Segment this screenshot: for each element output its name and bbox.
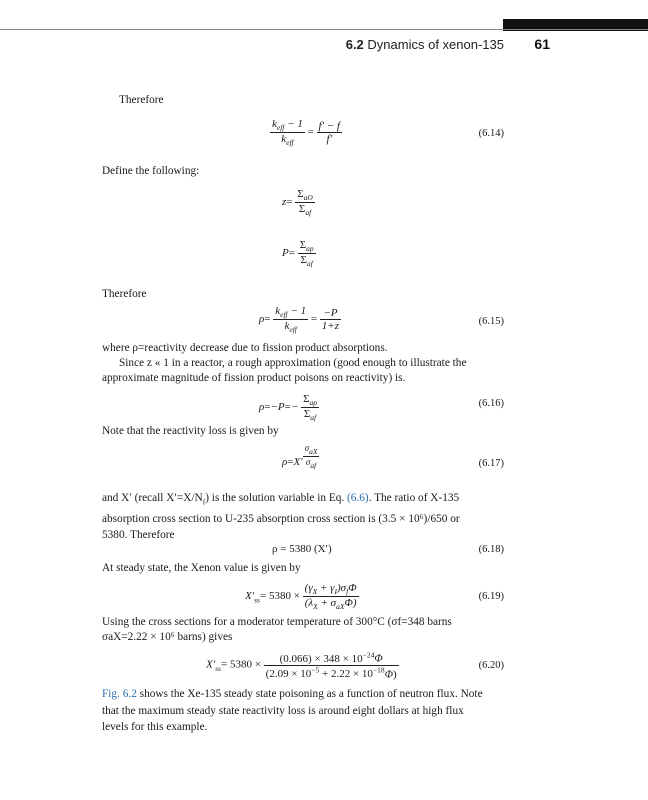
fig-6-2-link[interactable]: Fig. 6.2 — [102, 688, 137, 700]
eq-number-6-19: (6.19) — [478, 591, 504, 602]
and-text-1: and X′ (recall X′=X/N — [102, 492, 203, 504]
equation-6-14: $\frac{k_{eff} - 1}{k_{eff}}$ = $\frac{f' - f}{f'}$ — [272, 118, 340, 148]
eq-number-6-14: (6.14) — [478, 128, 504, 139]
fig-line-3: levels for this example. — [102, 721, 208, 733]
and-line-3: 5380. Therefore — [102, 529, 175, 542]
since-line-1: Since z « 1 in a reactor, a rough approximation (good enough to illustrate the — [119, 357, 467, 369]
fig-line-2: that the maximum steady state reactivity loss is around eight dollars at high flux — [102, 704, 464, 717]
using-line-1: Using the cross sections for a moderator temperature of 300°C (σf=348 barns — [102, 616, 452, 628]
where-line: where ρ=reactivity decrease due to fission product absorptions. — [102, 342, 388, 354]
therefore-1: Therefore — [119, 94, 164, 106]
eq-number-6-18: (6.18) — [478, 544, 504, 555]
section-number: 6.2 — [345, 37, 364, 52]
equation-6-16: ρ=−P=− $\frac{\Sigma_{ap}}{\Sigma_{af}}$ — [259, 393, 317, 423]
equation-6-20: $X'_{ss}= 5380$ × $\frac{(0.066) \times 348 \times 10^{-24}\Phi}{(2.09 \times 10^{-5} + 2.22 \times 10^{-18}\Phi)}$ — [206, 650, 397, 681]
header-rule — [0, 29, 648, 30]
using-line-2: σaX=2.22 × 10⁶ barns) gives — [102, 631, 233, 643]
since-line-2: approximate magnitude of fission product poisons on reactivity) is. — [102, 372, 406, 384]
fig-text-1: shows the Xe-135 steady state poisoning as a function of neutron flux. Note — [136, 688, 483, 700]
paragraph-and — [102, 490, 505, 544]
eq-6-6-link[interactable]: (6.6) — [347, 492, 369, 504]
section-title: Dynamics of xenon-135 — [367, 37, 504, 52]
steady-line: At steady state, the Xenon value is given by — [102, 562, 301, 574]
equation-z: z= $\frac{\Sigma_{aO}}{\Sigma_{af}}$ — [282, 188, 313, 218]
equation-6-19: $X'_{ss}= 5380$ × $\frac{(\gamma_X + \gamma_I)\sigma_f\Phi}{(\lambda_X + \sigma_{aX}\Phi)}$ — [245, 582, 357, 612]
page-number: 61 — [534, 36, 550, 52]
paragraph-fig — [102, 686, 505, 736]
note-line: Note that the reactivity loss is given by — [102, 425, 279, 437]
equation-6-17: ρ=X′ $\frac{\sigma_{aX}}{\sigma_{af}}$ — [282, 443, 318, 470]
and-sub: f — [202, 497, 206, 507]
eq-number-6-15: (6.15) — [478, 316, 504, 327]
equation-6-18: ρ = 5380 (X′) — [272, 543, 332, 555]
and-line-2: absorption cross section to U-235 absorption cross section is (3.5 × 10⁶)/650 or — [102, 512, 460, 525]
equation-p: P= $\frac{\Sigma_{ap}}{\Sigma_{af}}$ — [282, 239, 314, 269]
and-text-3: . The ratio of X-135 — [368, 492, 460, 504]
equation-6-15: ρ= $\frac{k_{eff} - 1}{k_{eff}}$ = $\frac{-P}{1+z}$ — [259, 305, 340, 335]
therefore-2: Therefore — [102, 288, 147, 300]
eq-number-6-17: (6.17) — [478, 458, 504, 469]
define-line: Define the following: — [102, 165, 200, 177]
and-text-2: ) is the solution variable in Eq. — [205, 492, 348, 504]
eq-number-6-20: (6.20) — [478, 660, 504, 671]
running-header — [346, 37, 504, 52]
eq-number-6-16: (6.16) — [478, 398, 504, 409]
